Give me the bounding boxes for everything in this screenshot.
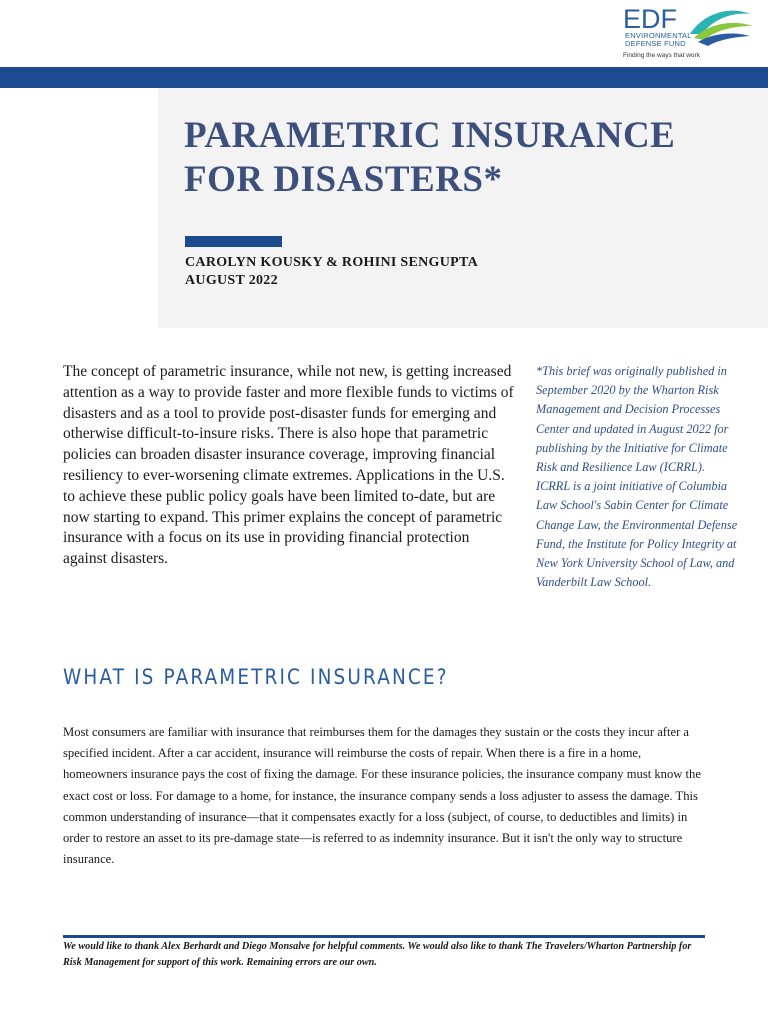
logo-subtitle-line1: ENVIRONMENTAL: [625, 31, 692, 40]
page-title: [184, 114, 744, 202]
logo-wordmark: EDF: [623, 4, 677, 34]
publication-date: AUGUST 2022: [185, 273, 278, 288]
section-heading: WHAT IS PARAMETRIC INSURANCE?: [63, 665, 449, 689]
intro-paragraph: The concept of parametric insurance, while not new, is getting increased attention as a way to provide faster and more flexible funds to victims of disasters and as a tool to provide post-disaster funds for emerging and otherwise difficult-to-insure risks. There is also hope that parametric policies can broaden disaster insurance coverage, improving financial resiliency to ever-worsening climate extremes. Applications in the U.S. to achieve these public policy goals have been limited to-date, but are now starting to expand. This primer explains the concept of parametric insurance with a focus on its use in providing financial protection against disasters.: [63, 363, 514, 568]
title-accent-rule: [185, 236, 282, 247]
publication-note: *This brief was originally published in September 2020 by the Wharton Risk Management and Decision Processes Center and updated in August 2022 for publishing by the Initiative for Climate Risk and Resilience Law (ICRRL). ICRRL is a joint initiative of Columbia Law School's Sabin Center for Climate Change Law, the Environmental Defense Fund, the Institute for Policy Integrity at New York University School of Law, and Vanderbilt Law School.: [536, 364, 738, 590]
edf-swoosh-icon: [684, 4, 754, 50]
section-body-paragraph: Most consumers are familiar with insurance that reimburses them for the damages they sustain or the costs they incur after a specified incident. After a car accident, insurance will reimburse the costs of repair. When there is a fire in a home, homeowners insurance pays the cost of fixing the damage. For these insurance policies, the insurance company must know the exact cost or loss. For damage to a home, for instance, the insurance company sends a loss adjuster to assess the damage. This common understanding of insurance—that it compensates exactly for a loss (subject, of course, to deductibles and limits) in order to restore an asset to its pre-damage state—is referred to as indemnity insurance. But it isn't the only way to structure insurance.: [63, 725, 701, 867]
title-line-2: FOR DISASTERS*: [184, 159, 503, 200]
top-color-band: [0, 67, 768, 88]
logo-subtitle-line2: DEFENSE FUND: [625, 39, 686, 48]
footnote-rule: [63, 935, 705, 938]
logo-tagline: Finding the ways that work: [623, 52, 700, 59]
title-line-1: PARAMETRIC INSURANCE: [184, 115, 676, 156]
authors: CAROLYN KOUSKY & ROHINI SENGUPTA: [185, 255, 479, 270]
acknowledgements-footnote: We would like to thank Alex Berhardt and Diego Monsalve for helpful comments. We would also like to thank The Travelers/Wharton Partnership for Risk Management for support of this work. Remaining errors are our own.: [63, 941, 692, 968]
